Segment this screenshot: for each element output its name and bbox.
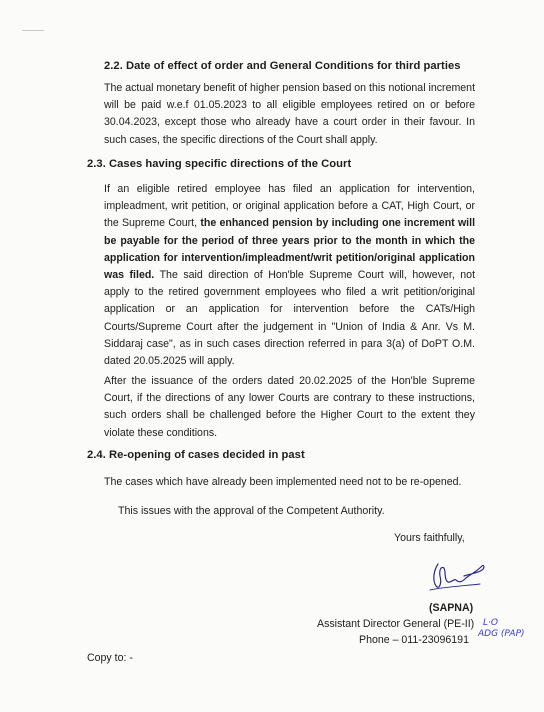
section-2-2-heading: 2.2. Date of effect of order and General Conditions for third parties <box>104 60 461 72</box>
handwritten-note-adg: ADG (PAP) <box>478 629 525 639</box>
signatory-name: (SAPNA) <box>429 602 474 614</box>
section-2-4-heading: 2.4. Re-opening of cases decided in past <box>87 449 305 461</box>
signatory-designation: Assistant Director General (PE-II) <box>317 618 475 630</box>
closing-line: Yours faithfully, <box>394 532 465 544</box>
approval-line: This issues with the approval of the Competent Authority. <box>118 505 385 517</box>
copy-to-label: Copy to: - <box>87 652 133 664</box>
section-2-3-para-1-text-b: The said direction of Hon'ble Supreme Court will, however, not apply to the retired government employees who filed a writ petition/original application or an application for intervention before the CATs/High Courts/Supreme Court after the judgement in "Union of India & Anr. Vs M. Siddaraj case", as in such cases direction referred in para 3(a) of DoPT O.M. dated 20.05.2025 will apply. <box>104 269 476 368</box>
section-2-3-para-2: After the issuance of the orders dated 20.02.2025 of the Hon'ble Supreme Court, if the directions of any lower Courts are contrary to these instructions, such orders shall be challenged before the Higher Court to the extent they violate these conditions. <box>104 375 475 439</box>
signature-image <box>424 556 494 596</box>
signatory-phone: Phone – 011-23096191 <box>359 634 469 646</box>
section-2-3-heading: 2.3. Cases having specific directions of the Court <box>87 158 352 170</box>
handwritten-note-lo: L·O <box>483 618 498 628</box>
section-2-3-para-1 <box>104 181 475 370</box>
section-2-3-para-1-bold: the enhanced pension by including one increment will be payable for the period of three years prior to the month in which the application for intervention/impleadment/writ petition/original application was filed. <box>104 217 476 282</box>
scan-mark <box>22 30 44 31</box>
section-2-3-para-1-text-a: If an eligible retired employee has filed an application for intervention, impleadment, writ petition, or original application before a CAT, High Court, or the Supreme Court, <box>104 183 475 230</box>
section-2-2-body: The actual monetary benefit of higher pension based on this notional increment will be paid w.e.f 01.05.2023 to all eligible employees retired on or before 30.04.2023, except those who already have a court order in their favour. In such cases, the specific directions of the Court shall apply. <box>104 82 476 146</box>
section-2-4-body: The cases which have already been implemented need not to be re-opened. <box>104 476 462 488</box>
